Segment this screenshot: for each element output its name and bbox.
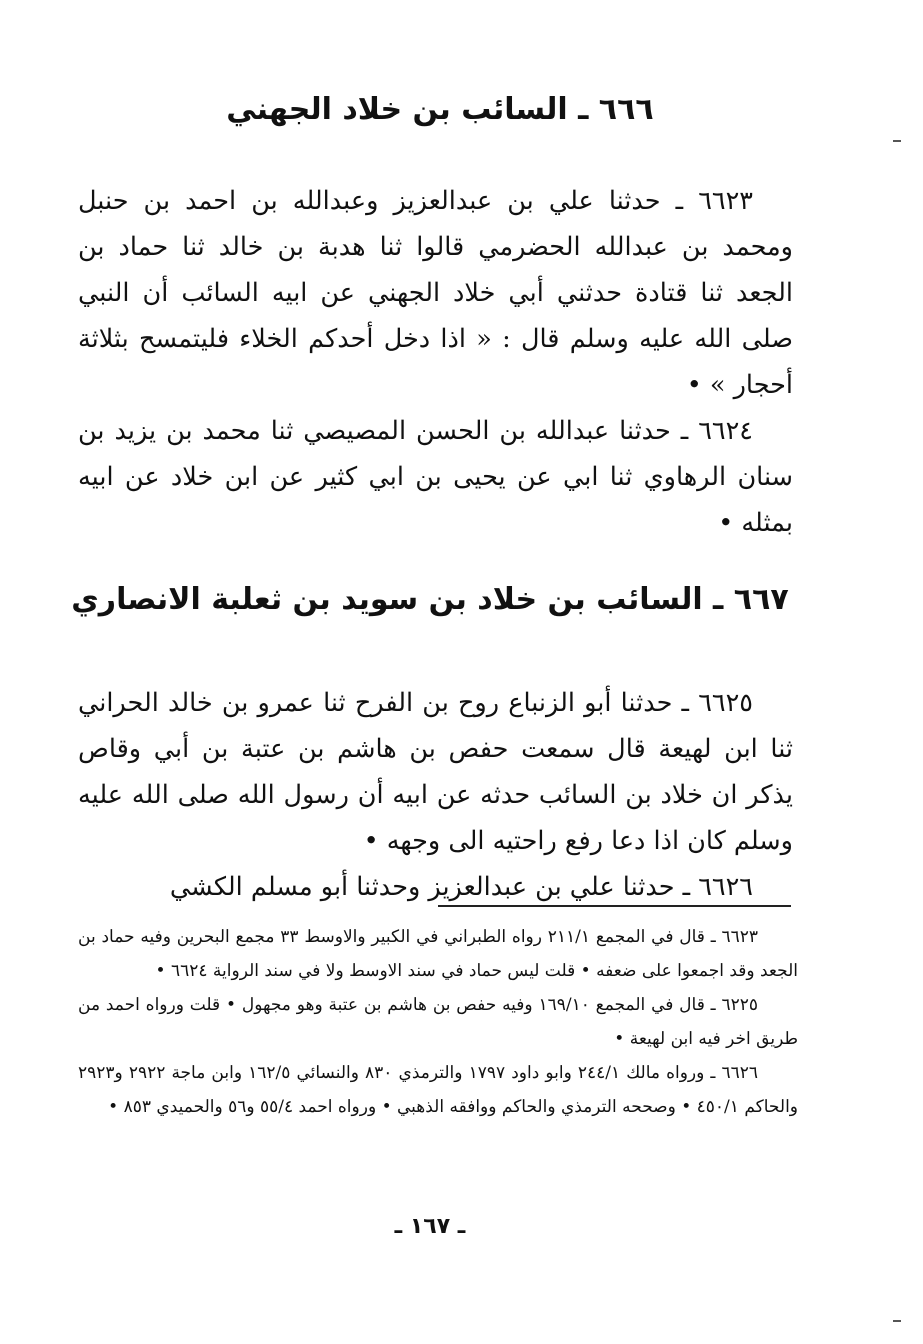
footnote-6625: ٦٢٢٥ ـ قال في المجمع ١٦٩/١٠ وفيه حفص بن هاشم بن عتبة وهو مجهول • قلت ورواه احمد من طريق اخر فيه ابن لهيعة • [78, 995, 798, 1049]
scan-edge-mark [893, 140, 901, 142]
hadith-6625: ٦٦٢٥ ـ حدثنا أبو الزنباع روح بن الفرح ثنا عمرو بن خالد الحراني ثنا ابن لهيعة قال سمعت حفص بن هاشم بن عتبة بن أبي وقاص يذكر ان خلاد بن السائب حدثه عن ابيه أن رسول الله صلى الله عليه وسلم كان اذا دعا رفع راحتيه الى وجهه • [78, 688, 793, 856]
section-heading-666: ٦٦٦ ـ السائب بن خلاد الجهني [226, 92, 654, 127]
footnotes [78, 920, 798, 1124]
hadith-block-section-667 [78, 680, 793, 910]
hadith-6623: ٦٦٢٣ ـ حدثنا علي بن عبدالعزيز وعبدالله بن احمد بن حنبل ومحمد بن عبدالله الحضرمي قالوا ثنا هدبة بن خالد ثنا حماد بن الجعد ثنا قتادة حدثني أبي خلاد الجهني عن ابيه السائب أن النبي صلى الله عليه وسلم قال : « اذا دخل أحدكم الخلاء فليتمسح بثلاثة أحجار » • [78, 186, 793, 400]
footnote-divider [438, 905, 791, 907]
scan-edge-mark [893, 1320, 901, 1322]
footnote-6626: ٦٦٢٦ ـ ورواه مالك ٢٤٤/١ وابو داود ١٧٩٧ والترمذي ٨٣٠ والنسائي ١٦٢/٥ وابن ماجة ٢٩٢٢ و٢٩٢٣ والحاكم ٤٥٠/١ • وصححه الترمذي والحاكم ووافقه الذهبي • ورواه احمد ٥٥/٤ و٥٦ والحميدي ٨٥٣ • [78, 1063, 798, 1117]
section-heading-667: ٦٦٧ ـ السائب بن خلاد بن سويد بن ثعلبة الانصاري [71, 582, 789, 617]
hadith-6626: ٦٦٢٦ ـ حدثنا علي بن عبدالعزيز وحدثنا أبو مسلم الكشي [169, 872, 753, 902]
hadith-block-section-666 [78, 178, 793, 546]
page-number: ـ ١٦٧ ـ [394, 1214, 466, 1239]
footnote-6623: ٦٦٢٣ ـ قال في المجمع ٢١١/١ رواه الطبراني في الكبير والاوسط ٣٣ مجمع البحرين وفيه حماد بن الجعد وقد اجمعوا على ضعفه • قلت ليس حماد في سند الاوسط ولا في سند الرواية ٦٦٢٤ • [78, 927, 798, 981]
hadith-6624: ٦٦٢٤ ـ حدثنا عبدالله بن الحسن المصيصي ثنا محمد بن يزيد بن سنان الرهاوي ثنا ابي عن يحيى بن ابي كثير عن ابن خلاد عن ابيه بمثله • [78, 416, 793, 538]
